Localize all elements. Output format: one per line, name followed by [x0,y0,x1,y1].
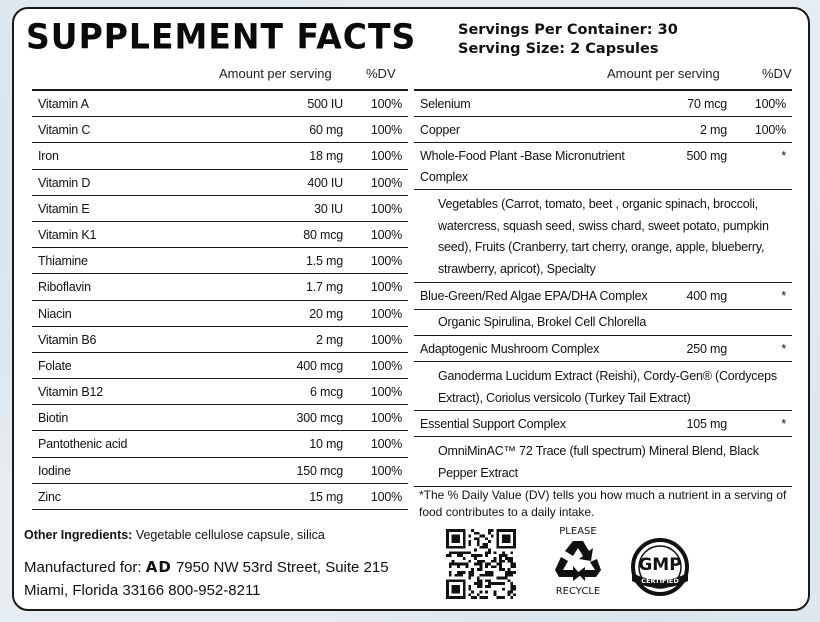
table-row [414,336,792,362]
recycle-icon [553,537,603,583]
table-row [414,310,792,336]
manufacturer-info [24,556,389,602]
nutrient-dv: 100% [754,97,786,111]
nutrient-dv: * [781,149,786,163]
table-row [32,327,408,353]
nutrient-name: Copper [420,123,460,137]
nutrient-amount: 20 mg [309,306,343,321]
serving-size: Serving Size: 2 Capsules [458,41,659,57]
table-row [414,143,792,190]
table-row [32,222,408,248]
address-line-1: 7950 NW 53rd Street, Suite 215 [175,559,389,576]
qr-code-icon [446,529,516,599]
nutrient-name: Blue-Green/Red Algae EPA/DHA Complex [420,289,648,303]
nutrient-amount: 15 mg [309,489,343,504]
nutrient-amount: 60 mg [309,123,343,138]
recycle-badge [546,526,610,597]
nutrient-dv: 100% [370,227,402,242]
nutrient-amount: 300 mcg [296,411,343,426]
blend-ingredients: Organic Spirulina, Brokel Cell Chlorella [438,315,647,329]
left-dv-header: %DV [366,66,396,81]
page-title: SUPPLEMENT FACTS [26,16,417,57]
nutrient-dv: 100% [370,411,402,426]
nutrient-dv: 100% [370,385,402,400]
table-row [32,143,408,169]
table-row [414,190,792,283]
nutrient-amount: 400 IU [307,175,343,190]
nutrient-name: Niacin [38,306,72,321]
nutrient-amount: 500 mg [686,149,727,163]
nutrient-amount: 2 mg [700,123,727,137]
nutrient-name: Vitamin K1 [38,227,97,242]
nutrient-dv: * [781,342,786,356]
nutrient-dv: 100% [370,97,402,111]
nutrient-name: Folate [38,358,72,373]
blend-ingredients: Vegetables (Carrot, tomato, beet , organic spinach, broccoli, watercress, squash seed, swiss chard, sweet potato, pumpkin seed), Fruits (Cranberry, tart cherry, orange, apple, blueberry, strawberry, apricot), Specialty [438,197,769,276]
nutrient-name: Iodine [38,463,71,478]
nutrient-dv: 100% [370,437,402,452]
nutrient-dv: * [781,289,786,303]
address-line-2: Miami, Florida 33166 800-952-8211 [24,582,261,599]
brand-logo: AD [145,558,172,576]
nutrient-name: Selenium [420,97,471,111]
other-ingredients-text: Vegetable cellulose capsule, silica [135,528,325,542]
table-row [32,405,408,431]
nutrient-name: Vitamin A [38,97,89,111]
daily-value-footnote: *The % Daily Value (DV) tells you how much a nutrient in a serving of food contributes to a daily intake. [419,488,787,519]
blend-ingredients: OmniMinAC™ 72 Trace (full spectrum) Mineral Blend, Black Pepper Extract [438,444,759,480]
nutrient-dv: 100% [370,358,402,373]
left-nutrient-table [32,89,408,510]
nutrient-amount: 400 mcg [296,358,343,373]
nutrient-name: Thiamine [38,254,88,269]
other-ingredients [24,528,325,542]
nutrient-amount: 30 IU [314,201,343,216]
nutrient-dv: 100% [370,175,402,190]
right-nutrient-table [414,89,792,487]
nutrient-dv: 100% [370,280,402,295]
nutrient-amount: 10 mg [309,437,343,452]
nutrient-dv: 100% [754,123,786,137]
nutrient-amount: 6 mcg [309,385,343,400]
manufactured-label: Manufactured for: [24,559,142,576]
nutrient-name: Vitamin D [38,175,91,190]
right-dv-header: %DV [762,66,792,81]
table-row [32,117,408,143]
nutrient-amount: 500 IU [307,97,343,111]
table-row [32,458,408,484]
table-row [32,353,408,379]
nutrient-amount: 1.5 mg [305,254,343,269]
blend-ingredients: Ganoderma Lucidum Extract (Reishi), Cordy-Gen® (Cordyceps Extract), Coriolus versicolo (Turkey Tail Extract) [438,369,777,405]
nutrient-name: Pantothenic acid [38,437,128,452]
nutrient-amount: 2 mg [316,332,343,347]
table-row [32,301,408,327]
table-row [414,362,792,411]
nutrient-amount: 80 mcg [303,227,343,242]
nutrient-name: Vitamin E [38,201,90,216]
table-row [32,431,408,457]
nutrient-name: Zinc [38,489,61,504]
nutrient-dv: 100% [370,463,402,478]
table-row [414,117,792,143]
nutrient-dv: 100% [370,123,402,138]
nutrient-name: Vitamin B6 [38,332,97,347]
nutrient-name: Vitamin C [38,123,91,138]
nutrient-dv: 100% [370,332,402,347]
supplement-facts-panel [12,7,810,611]
nutrient-amount: 70 mcg [687,97,727,111]
table-row [32,248,408,274]
nutrient-dv: 100% [370,306,402,321]
servings-per-container: Servings Per Container: 30 [458,22,678,38]
nutrient-name: Iron [38,149,59,164]
nutrient-name: Vitamin B12 [38,385,103,400]
nutrient-dv: * [781,417,786,431]
nutrient-dv: 100% [370,254,402,269]
nutrient-amount: 250 mg [686,342,727,356]
nutrient-amount: 150 mcg [296,463,343,478]
nutrient-name: Essential Support Complex [420,417,566,431]
table-row [32,379,408,405]
nutrient-amount: 1.7 mg [305,280,343,295]
nutrient-dv: 100% [370,489,402,504]
gmp-certified-seal-icon [626,537,694,597]
other-ingredients-label: Other Ingredients: [24,528,133,542]
table-row [32,91,408,117]
nutrient-amount: 400 mg [686,289,727,303]
table-row [414,283,792,310]
nutrient-name: Adaptogenic Mushroom Complex [420,342,600,356]
gmp-certified-text: CERTIFIED [641,577,679,585]
nutrient-name: Riboflavin [38,280,91,295]
table-row [414,437,792,487]
table-row [414,91,792,117]
nutrient-dv: 100% [370,201,402,216]
table-row [32,484,408,510]
recycle-top-label: PLEASE [559,526,597,537]
table-row [32,196,408,222]
nutrient-name: Whole-Food Plant -Base Micronutrient Complex [420,149,625,184]
table-row [32,274,408,300]
nutrient-dv: 100% [370,149,402,164]
recycle-bottom-label: RECYCLE [555,586,601,597]
nutrient-name: Biotin [38,411,69,426]
left-amount-header: Amount per serving [219,66,332,81]
gmp-text: GMP [638,555,682,575]
nutrient-amount: 18 mg [309,149,343,164]
right-amount-header: Amount per serving [607,66,720,81]
table-row [32,170,408,196]
table-row [414,411,792,437]
servings-info [458,21,678,59]
nutrient-amount: 105 mg [686,417,727,431]
